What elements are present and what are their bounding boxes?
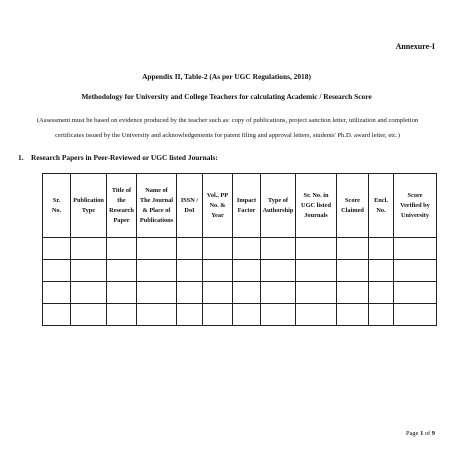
table-cell xyxy=(107,238,137,260)
table-cell xyxy=(369,282,394,304)
table-cell xyxy=(137,260,177,282)
column-header: Impact Factor xyxy=(233,174,261,238)
page-of: of xyxy=(423,430,432,437)
page-total: 9 xyxy=(431,430,435,437)
table-cell xyxy=(203,304,233,326)
table-cell xyxy=(71,282,107,304)
table-row xyxy=(43,238,437,260)
table-cell xyxy=(71,304,107,326)
table-cell xyxy=(107,260,137,282)
page-footer xyxy=(406,430,435,437)
column-header: Publication Type xyxy=(71,174,107,238)
table-cell xyxy=(203,238,233,260)
table-cell xyxy=(394,238,437,260)
table-cell xyxy=(337,238,369,260)
table-header-row xyxy=(43,174,437,238)
table-cell xyxy=(107,282,137,304)
table-cell xyxy=(261,282,296,304)
table-cell xyxy=(233,304,261,326)
section-number: 1. xyxy=(18,153,24,162)
table-cell xyxy=(43,282,71,304)
table-cell xyxy=(177,282,203,304)
page-current: 1 xyxy=(420,430,424,437)
section-heading xyxy=(18,153,218,162)
document-subtitle: Methodology for University and College Teachers for calculating Academic / Research Score xyxy=(81,92,372,101)
table-cell xyxy=(261,304,296,326)
assessment-note xyxy=(18,113,437,143)
table-cell xyxy=(107,304,137,326)
document-title: Appendix II, Table-2 (As per UGC Regulations, 2018) xyxy=(142,72,311,81)
table-cell xyxy=(296,238,337,260)
column-header: Sr. No. xyxy=(43,174,71,238)
section-title: Research Papers in Peer-Reviewed or UGC listed Journals: xyxy=(31,153,218,162)
table-row xyxy=(43,282,437,304)
assessment-note-line-1: (Assessment must be based on evidence produced by the teacher such as: copy of publications, project sanction letter, utilization and completion xyxy=(36,117,419,124)
table-cell xyxy=(177,238,203,260)
page-prefix: Page xyxy=(406,430,421,437)
table-cell xyxy=(233,238,261,260)
table-cell xyxy=(233,282,261,304)
assessment-note-line-2: certificates issued by the University and acknowledgements for patent filing and approval letters, students' Ph.D. award letter, etc.) xyxy=(55,132,400,139)
column-header: Type of Authorship xyxy=(261,174,296,238)
column-header: Name of The Journal & Place of Publications xyxy=(137,174,177,238)
table-cell xyxy=(394,304,437,326)
annexure-label: Annexure-I xyxy=(395,42,435,51)
table-cell xyxy=(137,304,177,326)
table-cell xyxy=(394,260,437,282)
table-cell xyxy=(337,282,369,304)
column-header: Sr. No. in UGC listed Journals xyxy=(296,174,337,238)
table-row xyxy=(43,260,437,282)
table-cell xyxy=(296,304,337,326)
table-cell xyxy=(71,238,107,260)
table-cell xyxy=(43,260,71,282)
table-cell xyxy=(394,282,437,304)
table-cell xyxy=(369,238,394,260)
column-header: ISSN / DoI xyxy=(177,174,203,238)
table-cell xyxy=(369,304,394,326)
table-cell xyxy=(369,260,394,282)
table-cell xyxy=(43,304,71,326)
table-cell xyxy=(261,260,296,282)
table-cell xyxy=(43,238,71,260)
table-cell xyxy=(137,238,177,260)
table-cell xyxy=(233,260,261,282)
table-cell xyxy=(203,260,233,282)
column-header: Vol., PP No. & Year xyxy=(203,174,233,238)
table-cell xyxy=(71,260,107,282)
table-cell xyxy=(296,260,337,282)
table-cell xyxy=(177,304,203,326)
column-header: Title of the Research Paper xyxy=(107,174,137,238)
column-header: Encl. No. xyxy=(369,174,394,238)
table-cell xyxy=(337,304,369,326)
table-body xyxy=(43,238,437,326)
table-cell xyxy=(261,238,296,260)
column-header: Score Verified by University xyxy=(394,174,437,238)
research-papers-table xyxy=(42,173,437,326)
table-cell xyxy=(203,282,233,304)
table-cell xyxy=(337,260,369,282)
table-cell xyxy=(177,260,203,282)
table-cell xyxy=(296,282,337,304)
column-header: Score Claimed xyxy=(337,174,369,238)
table-cell xyxy=(137,282,177,304)
table-row xyxy=(43,304,437,326)
